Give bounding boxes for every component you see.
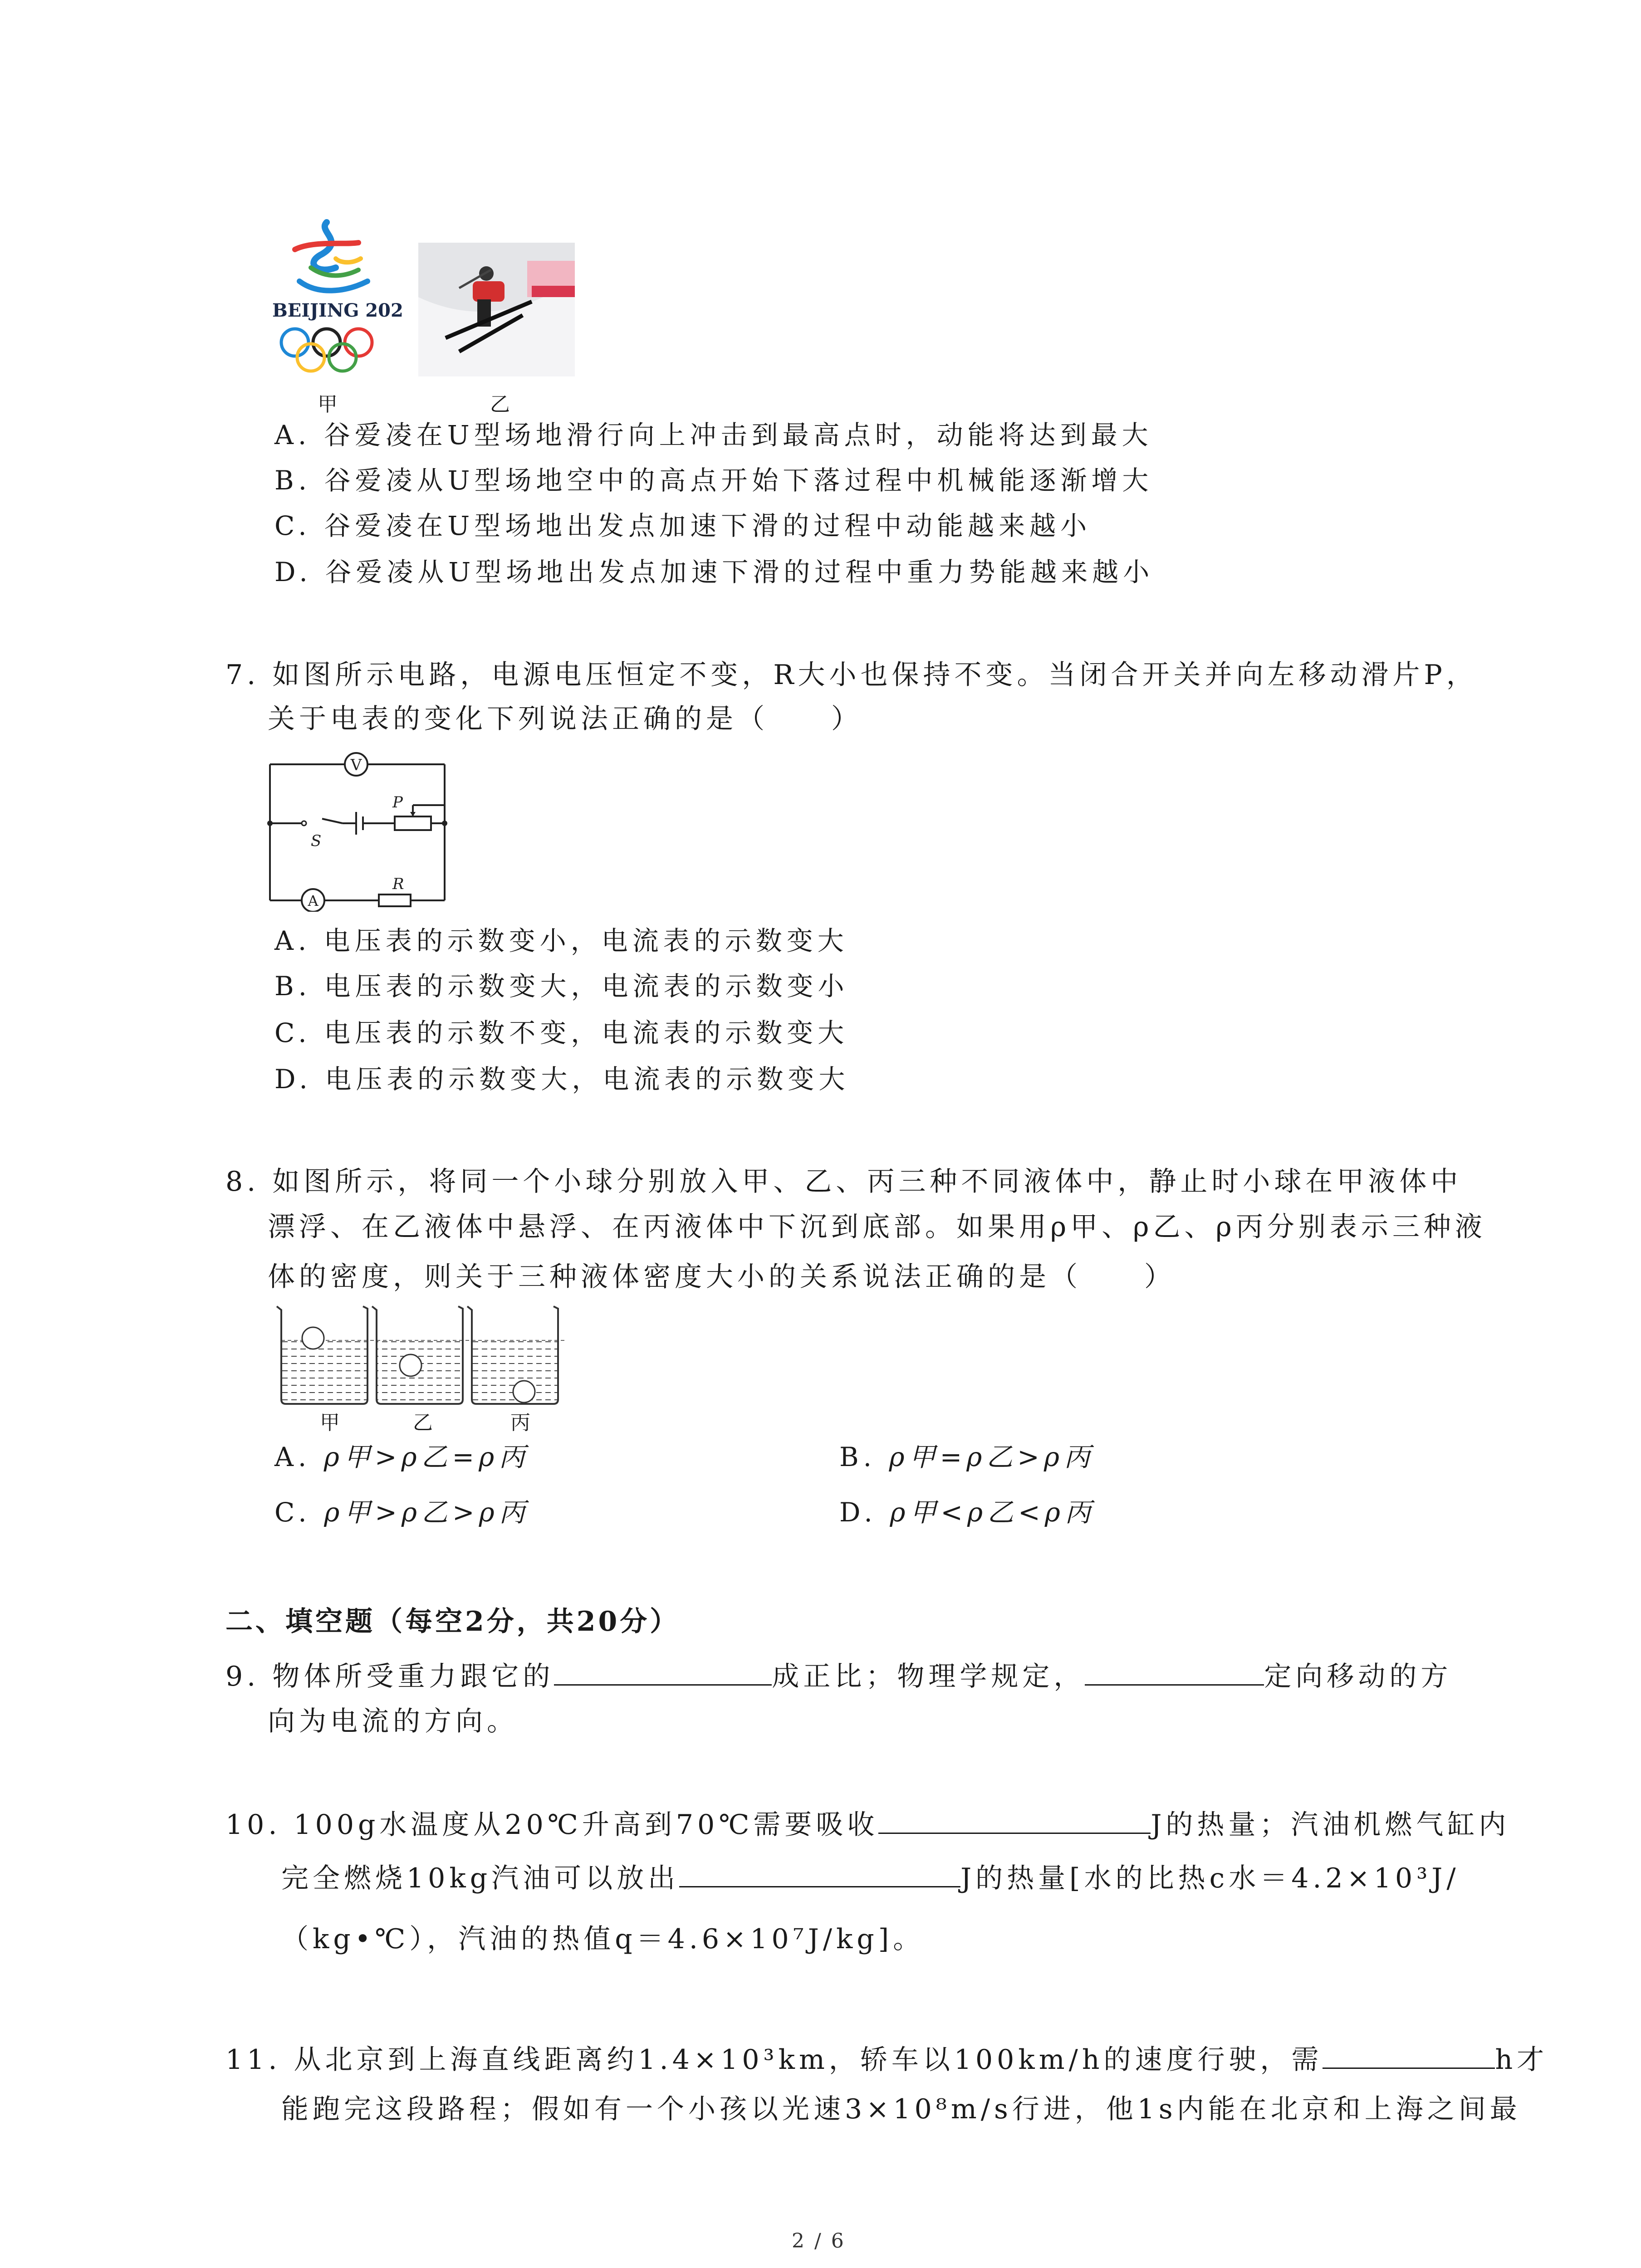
beijing-2022-emblem-icon bbox=[268, 213, 404, 381]
q9-blank-2[interactable] bbox=[1085, 1662, 1264, 1686]
q9-line1: 9. 物体所受重力跟它的 成正比；物理学规定， 定向移动的方 bbox=[225, 1661, 1452, 1692]
q8-label-jia: 甲 bbox=[320, 1411, 341, 1434]
q8-stem-line2: 漂浮、在乙液体中悬浮、在丙液体中下沉到底部。如果用ρ甲、ρ乙、ρ丙分别表示三种液 bbox=[268, 1211, 1486, 1243]
resistor-label: R bbox=[392, 875, 404, 893]
q11-blank-1[interactable] bbox=[1323, 2046, 1495, 2069]
q8-label-yi: 乙 bbox=[413, 1411, 434, 1434]
slider-label: P bbox=[392, 793, 403, 811]
q6-option-d: D. 谷爱凌从U型场地出发点加速下滑的过程中重力势能越来越小 bbox=[274, 557, 1154, 587]
q7-option-a: A. 电压表的示数变小，电流表的示数变大 bbox=[274, 925, 848, 956]
q8-label-bing: 丙 bbox=[510, 1411, 531, 1434]
q7-option-c: C. 电压表的示数不变，电流表的示数变大 bbox=[274, 1017, 849, 1048]
logo-text: BEIJING 2022 bbox=[272, 300, 404, 321]
beaker-bing bbox=[467, 1306, 558, 1404]
ammeter-label: A bbox=[308, 892, 318, 909]
q8-stem-line3: 体的密度，则关于三种液体密度大小的关系说法正确的是（ ） bbox=[268, 1261, 1176, 1293]
q8-beakers-diagram bbox=[272, 1302, 572, 1406]
q6-caption-yi: 乙 bbox=[490, 393, 511, 416]
voltmeter-label: V bbox=[350, 756, 362, 774]
q10-line3: （kg•℃），汽油的热值q＝4.6×10⁷J/kg]。 bbox=[281, 1923, 925, 1955]
q8-option-d: D. ρ甲<ρ乙<ρ丙 bbox=[839, 1497, 1096, 1528]
beaker-yi bbox=[372, 1306, 463, 1404]
beaker-jia bbox=[277, 1306, 367, 1404]
q10-line2: 完全燃烧10kg汽油可以放出 J的热量[水的比热c水＝4.2×10³J/ bbox=[281, 1862, 1460, 1894]
q6-option-b: B. 谷爱凌从U型场地空中的高点开始下落过程中机械能逐渐增大 bbox=[274, 465, 1153, 496]
q8-stem-line1: 8. 如图所示，将同一个小球分别放入甲、乙、丙三种不同液体中，静止时小球在甲液体中 bbox=[225, 1166, 1462, 1198]
q7-stem-line1: 7. 如图所示电路，电源电压恒定不变，R大小也保持不变。当闭合开关并向左移动滑片P， bbox=[225, 659, 1478, 691]
q10-line1: 10. 100g水温度从20℃升高到70℃需要吸收 J的热量；汽油机燃气缸内 bbox=[225, 1809, 1510, 1841]
q6-caption-jia: 甲 bbox=[318, 393, 338, 416]
q7-option-b: B. 电压表的示数变大，电流表的示数变小 bbox=[274, 971, 849, 1002]
q8-option-b: B. ρ甲=ρ乙>ρ丙 bbox=[839, 1442, 1095, 1472]
q6-image-yi-skier-photo bbox=[418, 243, 575, 376]
q10-blank-1[interactable] bbox=[878, 1811, 1151, 1834]
q7-circuit-diagram bbox=[265, 744, 456, 912]
section-title: 二、填空题（每空2分，共20分） bbox=[225, 1606, 680, 1637]
q8-option-a: A. ρ甲>ρ乙=ρ丙 bbox=[274, 1442, 530, 1472]
q10-blank-2[interactable] bbox=[679, 1864, 960, 1887]
q7-option-d: D. 电压表的示数变大，电流表的示数变大 bbox=[274, 1064, 850, 1095]
q9-line2: 向为电流的方向。 bbox=[268, 1706, 518, 1737]
q6-option-a: A. 谷爱凌在U型场地滑行向上冲击到最高点时，动能将达到最大 bbox=[274, 420, 1153, 450]
q7-stem-line2: 关于电表的变化下列说法正确的是（ ） bbox=[268, 703, 862, 735]
q6-option-c: C. 谷爱凌在U型场地出发点加速下滑的过程中动能越来越小 bbox=[274, 510, 1092, 541]
q9-blank-1[interactable] bbox=[554, 1662, 772, 1686]
page-number: 2 / 6 bbox=[792, 2229, 846, 2253]
switch-label: S bbox=[311, 832, 322, 850]
q6-image-jia-beijing-2022-logo bbox=[268, 213, 404, 381]
q11-line2: 能跑完这段路程；假如有一个小孩以光速3×10⁸m/s行进，他1s内能在北京和上海之间最 bbox=[281, 2093, 1521, 2125]
q8-option-c: C. ρ甲>ρ乙>ρ丙 bbox=[274, 1497, 530, 1528]
q11-line1: 11. 从北京到上海直线距离约1.4×10³km，轿车以100km/h的速度行驶，需 h才 bbox=[225, 2044, 1548, 2076]
